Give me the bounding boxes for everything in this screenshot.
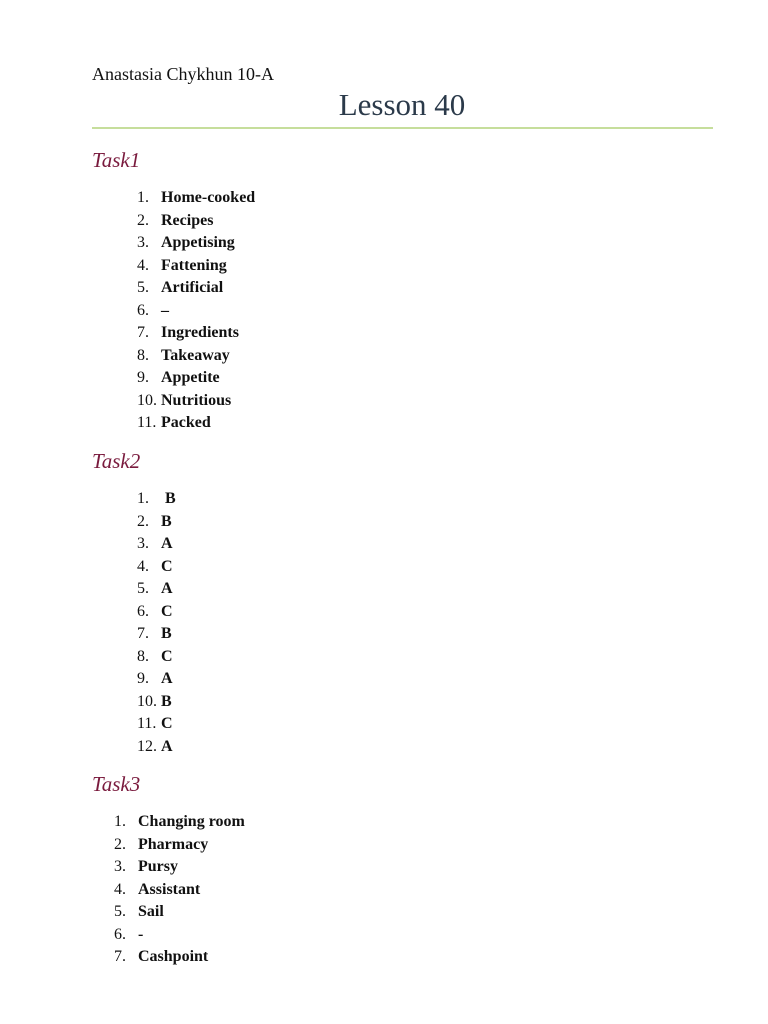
list-item xyxy=(137,691,176,714)
list-item xyxy=(114,811,245,834)
list-item-number: 3. xyxy=(137,535,149,552)
list-item-answer: A xyxy=(161,670,173,687)
task-3-list xyxy=(114,811,245,969)
list-item xyxy=(137,533,176,556)
list-item-answer: C xyxy=(161,557,173,575)
list-item xyxy=(137,255,255,278)
list-item-answer: Pharmacy xyxy=(138,835,209,853)
list-item xyxy=(137,187,255,210)
list-item-number: 9. xyxy=(137,670,149,687)
list-item xyxy=(137,345,255,368)
list-item-answer: Sail xyxy=(138,903,164,920)
list-item xyxy=(114,879,245,902)
list-item-number: 6. xyxy=(137,602,149,620)
list-item xyxy=(137,300,255,323)
list-item xyxy=(137,390,255,413)
list-item xyxy=(137,601,176,624)
list-item xyxy=(137,488,176,511)
list-item-answer: Takeaway xyxy=(161,346,230,364)
list-item-number: 8. xyxy=(137,346,149,364)
list-item xyxy=(137,210,255,233)
list-item-answer: Changing room xyxy=(138,813,245,830)
list-item xyxy=(114,946,245,969)
list-item-number: 5. xyxy=(114,903,126,920)
list-item-number: 6. xyxy=(137,301,149,319)
list-item xyxy=(137,556,176,579)
list-item-answer: B xyxy=(161,512,172,530)
list-item xyxy=(137,646,176,669)
list-item-answer: Pursy xyxy=(138,858,178,875)
list-item-answer: Artificial xyxy=(161,279,224,296)
list-item xyxy=(114,924,245,947)
list-item-answer: - xyxy=(138,925,144,943)
list-item-number: 1. xyxy=(114,813,126,830)
list-item xyxy=(137,668,176,691)
list-item-answer: Ingredients xyxy=(161,324,239,341)
list-item xyxy=(137,367,255,390)
list-item xyxy=(137,412,255,435)
list-item-number: 7. xyxy=(137,324,149,341)
list-item-answer: Home-cooked xyxy=(161,189,256,206)
task-1-heading: Task1 xyxy=(92,148,141,172)
list-item-number: 10. xyxy=(137,391,157,409)
list-item-answer: B xyxy=(161,692,172,710)
task-3-heading: Task3 xyxy=(92,772,141,796)
task-2-list xyxy=(137,488,176,758)
list-item-number: 1. xyxy=(137,189,149,206)
list-item-number: 4. xyxy=(137,557,149,575)
list-item-number: 8. xyxy=(137,647,149,665)
list-item-number: 9. xyxy=(137,369,149,386)
list-item-answer: Cashpoint xyxy=(138,948,209,965)
list-item-answer: – xyxy=(161,301,169,319)
list-item xyxy=(137,713,176,736)
list-item-number: 11. xyxy=(137,715,157,732)
list-item-answer: A xyxy=(161,535,173,552)
list-item-answer: Appetising xyxy=(161,234,235,251)
list-item-number: 12. xyxy=(137,737,157,755)
list-item-answer: C xyxy=(161,602,173,620)
list-item-answer: Appetite xyxy=(161,369,220,386)
list-item-number: 3. xyxy=(114,858,126,875)
list-item xyxy=(114,834,245,857)
list-item-number: 3. xyxy=(137,234,149,251)
list-item xyxy=(137,277,255,300)
list-item-number: 7. xyxy=(137,625,149,642)
page-title: Lesson 40 xyxy=(338,87,466,122)
title-divider xyxy=(92,127,713,129)
list-item-number: 1. xyxy=(137,490,149,507)
list-item xyxy=(137,322,255,345)
list-item-number: 2. xyxy=(137,512,149,530)
list-item-answer: Assistant xyxy=(138,880,201,898)
list-item-number: 5. xyxy=(137,279,149,296)
list-item-number: 5. xyxy=(137,580,149,597)
list-item-number: 11. xyxy=(137,414,157,431)
list-item-answer: C xyxy=(161,647,173,665)
task-1-list xyxy=(137,187,255,435)
list-item-answer: A xyxy=(161,737,173,755)
list-item-answer: Recipes xyxy=(161,211,214,229)
list-item-answer: Packed xyxy=(161,414,211,431)
list-item-number: 6. xyxy=(114,925,126,943)
list-item-number: 4. xyxy=(114,880,126,898)
list-item-number: 10. xyxy=(137,692,157,710)
task-2-heading: Task2 xyxy=(92,449,141,473)
list-item-number: 2. xyxy=(114,835,126,853)
list-item xyxy=(137,511,176,534)
list-item xyxy=(137,736,176,759)
list-item xyxy=(114,856,245,879)
list-item xyxy=(137,232,255,255)
list-item-answer: Fattening xyxy=(161,256,227,274)
list-item-answer: A xyxy=(161,580,173,597)
list-item-number: 4. xyxy=(137,256,149,274)
list-item-number: 7. xyxy=(114,948,126,965)
list-item xyxy=(137,578,176,601)
list-item xyxy=(137,623,176,646)
list-item-number: 2. xyxy=(137,211,149,229)
list-item-answer: C xyxy=(161,715,173,732)
list-item-answer: Nutritious xyxy=(161,391,232,409)
list-item-answer: B xyxy=(161,625,172,642)
list-item-answer: B xyxy=(161,490,176,507)
author-line: Anastasia Chykhun 10-A xyxy=(92,64,274,84)
list-item xyxy=(114,901,245,924)
